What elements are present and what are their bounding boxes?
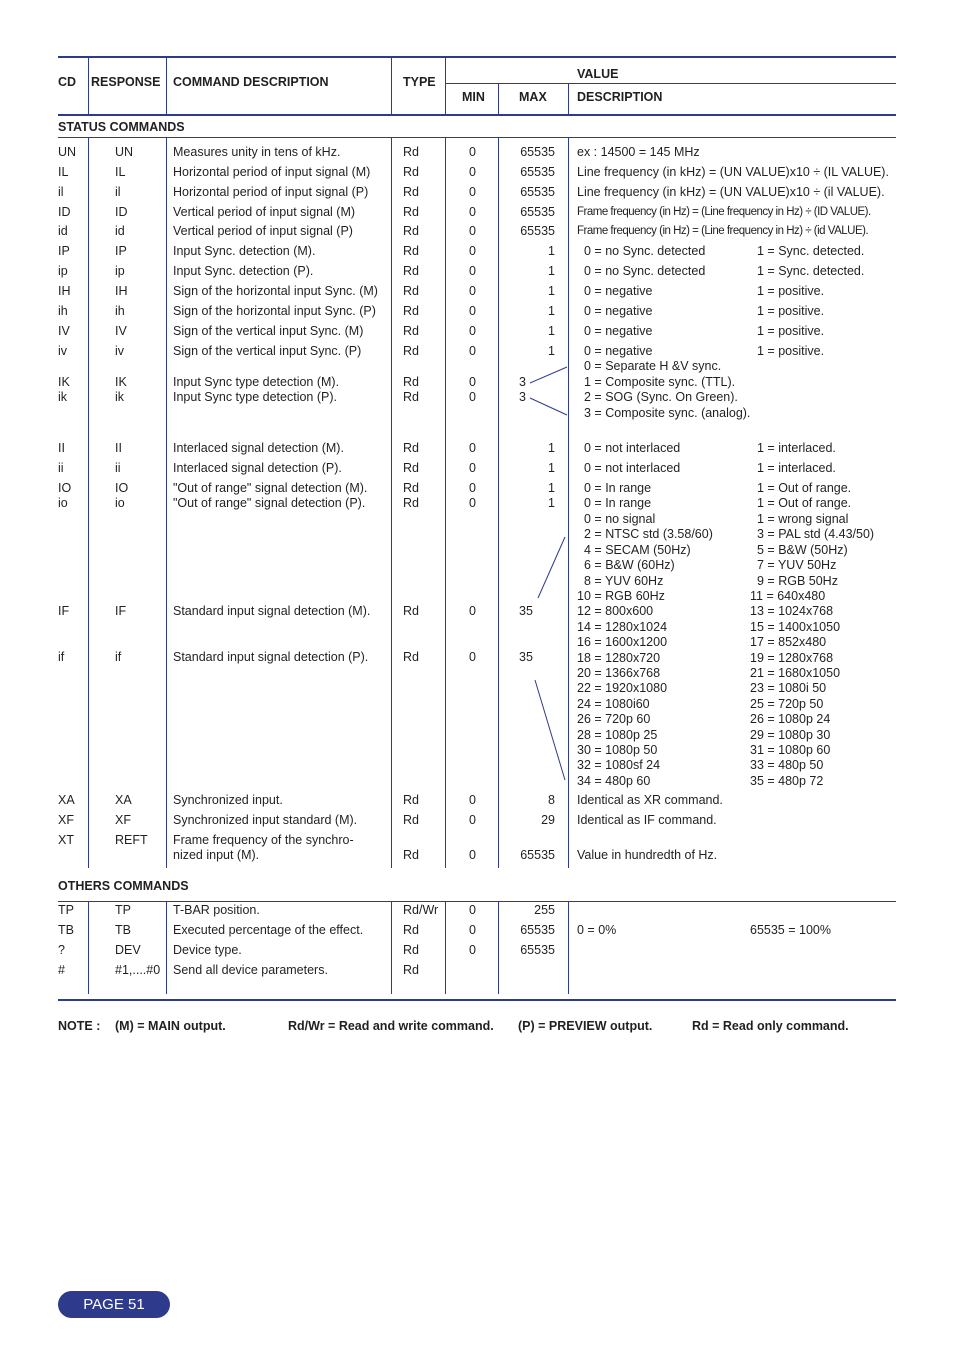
ik-type-m: Rd: [403, 375, 419, 389]
row-description: "Out of range" signal detection (M).: [173, 481, 368, 495]
std-value: 4 = SECAM (50Hz): [584, 542, 691, 557]
row-cd: II: [58, 441, 65, 455]
row-min: 0: [469, 481, 476, 495]
header-cd: CD: [58, 75, 77, 89]
row-type: Rd: [403, 145, 419, 159]
header-description: DESCRIPTION: [577, 90, 663, 104]
ik-max-m: 3: [519, 375, 526, 389]
row-min: 0: [469, 461, 476, 475]
row-description: Synchronized input standard (M).: [173, 813, 358, 827]
header-bottom-rule: [58, 114, 896, 116]
row-cd: TP: [58, 903, 74, 917]
row-cd: IL: [58, 165, 69, 179]
row-description: T-BAR position.: [173, 903, 260, 917]
row-description: Horizontal period of input signal (P): [173, 185, 369, 199]
row-cd: IO: [58, 481, 72, 495]
ik-m-connector: [530, 367, 567, 383]
table-bottom-rule: [58, 999, 896, 1001]
row-value: Frame frequency (in Hz) = (Line frequency in Hz) ÷ (ID VALUE).: [577, 206, 871, 218]
row-min: 0: [469, 441, 476, 455]
row-value: Line frequency (in kHz) = (UN VALUE)x10 ÷ (il VALUE).: [577, 185, 885, 199]
row-description: Device type.: [173, 943, 242, 957]
row-max: 65535: [520, 224, 555, 238]
std-value: 12 = 800x600: [577, 604, 654, 619]
row-response: IP: [115, 244, 127, 258]
note-main: (M) = MAIN output.: [115, 1019, 226, 1033]
row-description: Horizontal period of input signal (M): [173, 165, 371, 179]
row-response: IV: [115, 324, 127, 338]
std-value: 30 = 1080p 50: [577, 743, 658, 757]
row-type: Rd: [403, 324, 419, 338]
row-description: Executed percentage of the effect.: [173, 923, 364, 937]
row-response: id: [115, 224, 125, 238]
row-value-a: 0 = negative: [584, 284, 653, 298]
std-value: 15 = 1400x1050: [750, 619, 841, 634]
ik-desc-p: Input Sync type detection (P).: [173, 390, 337, 404]
row-max: 65535: [520, 165, 555, 179]
row-type: Rd: [403, 793, 419, 807]
xt-resp: REFT: [115, 833, 148, 847]
ik-cd-m: IK: [58, 375, 70, 389]
row-cd: ii: [58, 461, 64, 475]
if-desc-p: Standard input signal detection (P).: [173, 650, 369, 664]
row-type: Rd: [403, 185, 419, 199]
row-max: 1: [548, 481, 555, 495]
row-max: 1: [548, 344, 555, 358]
if-p-connector: [535, 680, 565, 780]
col-divider: [88, 138, 89, 868]
xt-value: Value in hundredth of Hz.: [577, 848, 718, 862]
others-section-title: OTHERS COMMANDS: [58, 879, 189, 893]
row-cd: IV: [58, 324, 70, 338]
std-value: 6 = B&W (60Hz): [584, 558, 675, 573]
row-type: Rd: [403, 813, 419, 827]
row-max: 1: [548, 324, 555, 338]
std-value: 5 = B&W (50Hz): [757, 542, 848, 557]
row-min: 0: [469, 344, 476, 358]
row-description: Measures unity in tens of kHz.: [173, 145, 341, 159]
row-response: ii: [115, 461, 121, 475]
row-value-b: 65535 = 100%: [750, 923, 831, 937]
if-resp-p: if: [115, 650, 122, 664]
row-type: Rd: [403, 284, 419, 298]
row-value-b: 1 = Out of range.: [757, 481, 852, 495]
col-divider: [568, 84, 569, 114]
row-min: 0: [469, 284, 476, 298]
row-min: 0: [469, 145, 476, 159]
row-value-b: 1 = interlaced.: [757, 461, 836, 475]
ik-value-0: 0 = Separate H &V sync.: [584, 359, 722, 373]
header-max: MAX: [519, 90, 547, 104]
row-description: Vertical period of input signal (P): [173, 224, 353, 238]
row-description: Synchronized input.: [173, 793, 283, 807]
row-type: Rd: [403, 496, 419, 510]
row-min: 0: [469, 813, 476, 827]
row-max: 65535: [520, 923, 555, 937]
std-value: 31 = 1080p 60: [750, 743, 831, 757]
std-value: 34 = 480p 60: [577, 773, 651, 788]
row-description: Sign of the horizontal input Sync. (P): [173, 304, 376, 318]
std-value: 8 = YUV 60Hz: [584, 573, 664, 588]
row-value-a: 0 = negative: [584, 304, 653, 318]
row-response: ih: [115, 304, 125, 318]
row-value-a: 0 = not interlaced: [584, 441, 681, 455]
col-divider: [166, 58, 167, 114]
xt-min: 0: [469, 848, 476, 862]
row-min: 0: [469, 224, 476, 238]
std-value: 24 = 1080i60: [577, 696, 650, 711]
col-divider: [445, 58, 446, 114]
row-cd: UN: [58, 145, 77, 159]
row-response: XA: [115, 793, 132, 807]
std-value: 1 = wrong signal: [757, 512, 849, 526]
ik-min-p: 0: [469, 390, 476, 404]
others-title-rule: [58, 901, 896, 902]
ik-max-p: 3: [519, 390, 526, 404]
row-value-a: 0 = not interlaced: [584, 461, 681, 475]
std-value: 26 = 1080p 24: [750, 712, 831, 727]
row-description: "Out of range" signal detection (P).: [173, 496, 366, 510]
std-value: 16 = 1600x1200: [577, 635, 668, 650]
row-min: 0: [469, 205, 476, 219]
ik-min-m: 0: [469, 375, 476, 389]
header-command-description: COMMAND DESCRIPTION: [173, 75, 329, 89]
std-value: 23 = 1080i 50: [750, 681, 827, 696]
ik-resp-p: ik: [115, 390, 125, 404]
row-value-b: 1 = positive.: [757, 284, 825, 298]
row-value-a: 0 = no Sync. detected: [584, 264, 706, 278]
col-divider: [568, 902, 569, 994]
col-divider: [391, 902, 392, 994]
row-min: 0: [469, 903, 476, 917]
row-min: 0: [469, 793, 476, 807]
row-response: UN: [115, 145, 134, 159]
row-min: 0: [469, 943, 476, 957]
row-type: Rd: [403, 923, 419, 937]
if-cd-p: if: [58, 650, 65, 664]
xt-cd: XT: [58, 833, 74, 847]
row-description: Sign of the vertical input Sync. (P): [173, 344, 362, 358]
if-resp-m: IF: [115, 604, 127, 618]
ik-value-2: 2 = SOG (Sync. On Green).: [584, 390, 738, 404]
ik-type-p: Rd: [403, 390, 419, 404]
row-value-b: 1 = Sync. detected.: [757, 264, 865, 278]
row-type: Rd: [403, 461, 419, 475]
ik-resp-m: IK: [115, 375, 127, 389]
table-top-rule: [58, 56, 896, 58]
row-response: IO: [115, 481, 129, 495]
row-cd: iv: [58, 344, 68, 358]
row-response: ip: [115, 264, 125, 278]
row-response: TP: [115, 903, 131, 917]
row-value: Frame frequency (in Hz) = (Line frequency in Hz) ÷ (id VALUE).: [577, 225, 869, 237]
row-max: 1: [548, 284, 555, 298]
std-value: 11 = 640x480: [750, 589, 826, 603]
row-type: Rd: [403, 963, 419, 977]
col-divider: [445, 902, 446, 994]
header-type: TYPE: [403, 75, 436, 89]
row-type: Rd: [403, 224, 419, 238]
row-response: II: [115, 441, 122, 455]
col-divider: [391, 58, 392, 114]
row-type: Rd/Wr: [403, 903, 439, 917]
std-value: 18 = 1280x720: [577, 650, 661, 665]
row-max: 1: [548, 461, 555, 475]
col-divider: [166, 902, 167, 994]
row-value-a: 0 = 0%: [577, 923, 617, 937]
row-cd: ID: [58, 205, 71, 219]
std-value: 19 = 1280x768: [750, 650, 834, 665]
row-value: Identical as XR command.: [577, 793, 723, 807]
col-divider: [568, 138, 569, 868]
row-description: Input Sync. detection (M).: [173, 244, 316, 258]
row-min: 0: [469, 165, 476, 179]
row-description: Interlaced signal detection (M).: [173, 441, 344, 455]
std-value: 35 = 480p 72: [750, 773, 824, 788]
if-max-m: 35: [519, 604, 533, 618]
xt-max: 65535: [520, 848, 555, 862]
row-description: Interlaced signal detection (P).: [173, 461, 342, 475]
row-description: Input Sync. detection (P).: [173, 264, 314, 278]
row-value-b: 1 = Out of range.: [757, 496, 852, 510]
header-value: VALUE: [577, 67, 619, 81]
value-sub-rule: [446, 83, 896, 84]
if-type-p: Rd: [403, 650, 419, 664]
row-value: ex : 14500 = 145 MHz: [577, 145, 700, 159]
row-min: 0: [469, 244, 476, 258]
col-divider: [445, 138, 446, 868]
row-description: Send all device parameters.: [173, 963, 328, 977]
if-cd-m: IF: [58, 604, 70, 618]
row-max: 1: [548, 441, 555, 455]
col-divider: [498, 84, 499, 114]
note-rd: Rd = Read only command.: [692, 1019, 849, 1033]
std-value: 0 = no signal: [584, 512, 656, 526]
std-value: 22 = 1920x1080: [577, 681, 668, 696]
header-response: RESPONSE: [91, 75, 161, 89]
row-cd: id: [58, 224, 68, 238]
std-value: 20 = 1366x768: [577, 666, 661, 680]
row-max: 1: [548, 496, 555, 510]
row-cd: XF: [58, 813, 74, 827]
row-response: DEV: [115, 943, 141, 957]
if-m-connector: [538, 537, 565, 598]
std-value: 17 = 852x480: [750, 635, 827, 650]
row-min: 0: [469, 496, 476, 510]
ik-desc-m: Input Sync type detection (M).: [173, 375, 340, 389]
row-min: 0: [469, 324, 476, 338]
ik-value-1: 1 = Composite sync. (TTL).: [584, 375, 736, 389]
row-cd: TB: [58, 923, 74, 937]
status-title-rule: [58, 137, 896, 138]
row-max: 255: [534, 903, 555, 917]
col-divider: [391, 138, 392, 868]
note-rdwr: Rd/Wr = Read and write command.: [288, 1019, 494, 1033]
row-value-a: 0 = negative: [584, 344, 653, 358]
header-min: MIN: [462, 90, 485, 104]
if-min-m: 0: [469, 604, 476, 618]
row-min: 0: [469, 185, 476, 199]
row-type: Rd: [403, 205, 419, 219]
std-value: 33 = 480p 50: [750, 758, 824, 773]
row-cd: IH: [58, 284, 71, 298]
row-value-a: 0 = no Sync. detected: [584, 244, 706, 258]
row-cd: ?: [58, 943, 65, 957]
row-cd: ih: [58, 304, 68, 318]
std-value: 25 = 720p 50: [750, 696, 824, 711]
row-value-b: 1 = interlaced.: [757, 441, 836, 455]
row-max: 29: [541, 813, 555, 827]
std-value: 10 = RGB 60Hz: [577, 589, 665, 603]
row-max: 8: [548, 793, 555, 807]
row-response: IL: [115, 165, 126, 179]
row-max: 65535: [520, 185, 555, 199]
row-max: 1: [548, 264, 555, 278]
row-response: io: [115, 496, 125, 510]
row-type: Rd: [403, 264, 419, 278]
row-cd: il: [58, 185, 64, 199]
note-preview: (P) = PREVIEW output.: [518, 1019, 653, 1033]
row-cd: #: [58, 963, 65, 977]
xt-desc-line1: Frame frequency of the synchro-: [173, 833, 354, 847]
row-value: Identical as IF command.: [577, 813, 717, 827]
row-cd: ip: [58, 264, 68, 278]
ik-p-connector: [530, 398, 567, 415]
row-description: Sign of the horizontal input Sync. (M): [173, 284, 378, 298]
row-response: ID: [115, 205, 128, 219]
row-value-b: 1 = positive.: [757, 344, 825, 358]
if-type-m: Rd: [403, 604, 419, 618]
row-response: #1,....#0: [115, 963, 161, 977]
row-response: il: [115, 185, 121, 199]
row-max: 65535: [520, 943, 555, 957]
ik-cd-p: ik: [58, 390, 68, 404]
col-divider: [166, 138, 167, 868]
std-value: 26 = 720p 60: [577, 712, 651, 727]
if-max-p: 35: [519, 650, 533, 664]
row-value-a: 0 = In range: [584, 496, 652, 510]
row-value-b: 1 = positive.: [757, 304, 825, 318]
row-value-b: 1 = positive.: [757, 324, 825, 338]
std-value: 7 = YUV 50Hz: [757, 558, 837, 573]
row-min: 0: [469, 923, 476, 937]
row-description: Sign of the vertical input Sync. (M): [173, 324, 364, 338]
row-value-a: 0 = In range: [584, 481, 652, 495]
row-max: 1: [548, 304, 555, 318]
row-cd: IP: [58, 244, 70, 258]
std-value: 13 = 1024x768: [750, 604, 834, 619]
row-value-a: 0 = negative: [584, 324, 653, 338]
std-value: 28 = 1080p 25: [577, 727, 658, 742]
xt-desc-line2: nized input (M).: [173, 848, 260, 862]
row-max: 1: [548, 244, 555, 258]
row-type: Rd: [403, 165, 419, 179]
std-value: 32 = 1080sf 24: [577, 758, 661, 773]
row-min: 0: [469, 264, 476, 278]
std-value: 3 = PAL std (4.43/50): [757, 527, 875, 542]
std-value: 2 = NTSC std (3.58/60): [584, 527, 713, 542]
row-response: XF: [115, 813, 131, 827]
status-section-title: STATUS COMMANDS: [58, 120, 185, 134]
row-max: 65535: [520, 145, 555, 159]
row-cd: io: [58, 496, 68, 510]
page-number-badge: PAGE 51: [58, 1291, 170, 1318]
row-type: Rd: [403, 304, 419, 318]
row-type: Rd: [403, 943, 419, 957]
if-desc-m: Standard input signal detection (M).: [173, 604, 371, 618]
row-response: iv: [115, 344, 125, 358]
row-value: Line frequency (in kHz) = (UN VALUE)x10 ÷ (IL VALUE).: [577, 165, 889, 179]
ik-value-3: 3 = Composite sync. (analog).: [584, 406, 751, 420]
std-value: 29 = 1080p 30: [750, 727, 831, 742]
row-response: IH: [115, 284, 128, 298]
note-label: NOTE :: [58, 1019, 101, 1033]
row-description: Vertical period of input signal (M): [173, 205, 356, 219]
std-value: 21 = 1680x1050: [750, 666, 841, 680]
row-response: TB: [115, 923, 131, 937]
row-min: 0: [469, 304, 476, 318]
std-value: 9 = RGB 50Hz: [757, 573, 838, 588]
row-type: Rd: [403, 344, 419, 358]
row-type: Rd: [403, 481, 419, 495]
row-value-b: 1 = Sync. detected.: [757, 244, 865, 258]
if-min-p: 0: [469, 650, 476, 664]
std-value: 14 = 1280x1024: [577, 619, 668, 634]
col-divider: [88, 58, 89, 114]
xt-type: Rd: [403, 848, 419, 862]
row-max: 65535: [520, 205, 555, 219]
row-type: Rd: [403, 441, 419, 455]
col-divider: [88, 902, 89, 994]
row-type: Rd: [403, 244, 419, 258]
row-cd: XA: [58, 793, 75, 807]
